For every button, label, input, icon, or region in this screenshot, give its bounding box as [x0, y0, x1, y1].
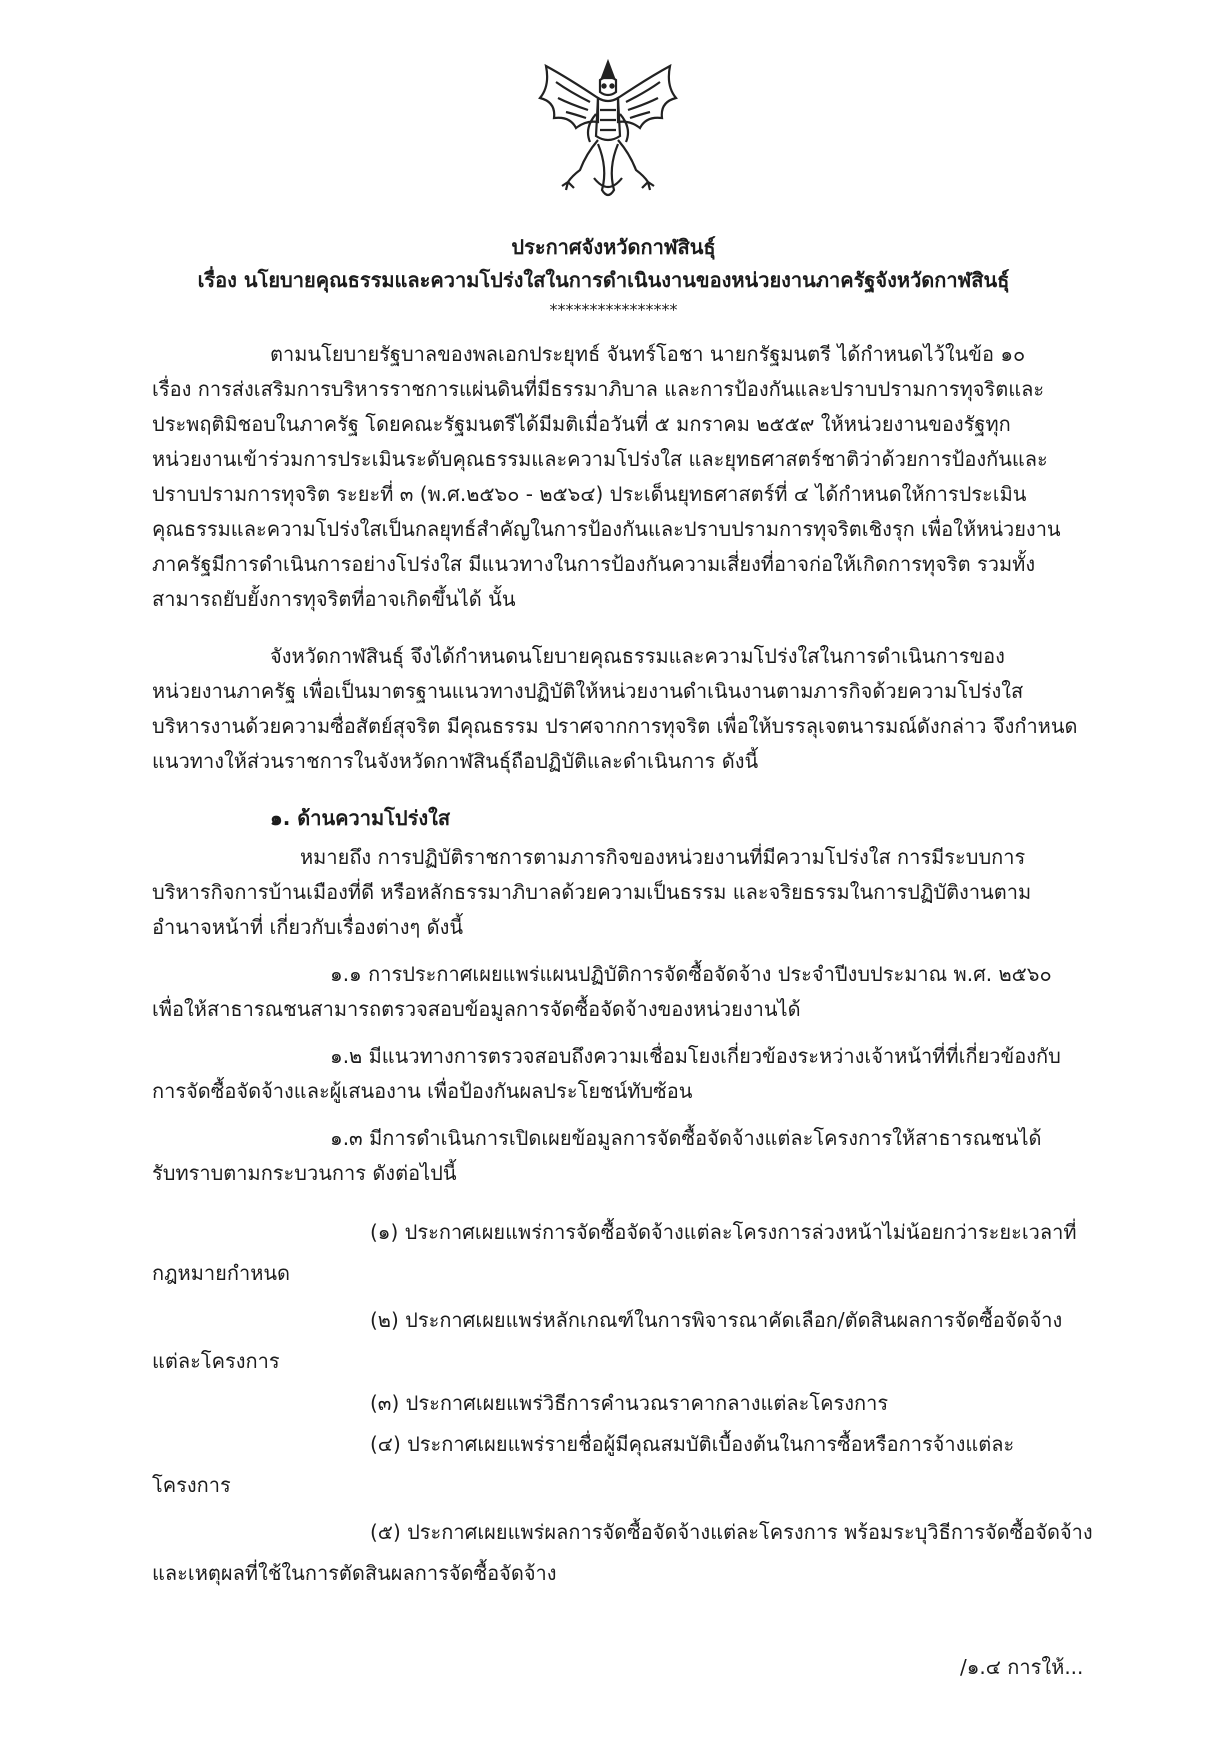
intro-line: หน่วยงานเข้าร่วมการประเมินระดับคุณธรรมและความโปร่งใส และยุทธศาสตร์ชาติว่าด้วยการป้องกันและ [152, 447, 1048, 471]
title-separator: **************** [549, 300, 678, 319]
sub-item-4-line: โครงการ [152, 1473, 231, 1497]
sub-item-5-line: และเหตุผลที่ใช้ในการตัดสินผลการจัดซื้อจัดจ้าง [152, 1561, 557, 1585]
item-1-3-line: ๑.๓ มีการดำเนินการเปิดเผยข้อมูลการจัดซื้อจัดจ้างแต่ละโครงการให้สาธารณชนได้ [330, 1126, 1042, 1150]
policy-line: จังหวัดกาฬสินธุ์ จึงได้กำหนดนโยบายคุณธรรมและความโปร่งใสในการดำเนินการของ [270, 644, 1005, 668]
intro-line: ภาครัฐมีการดำเนินการอย่างโปร่งใส มีแนวทางในการป้องกันความเสี่ยงที่อาจก่อให้เกิดการทุจริต รวมทั้ง [152, 552, 1036, 576]
item-1-2-line: ๑.๒ มีแนวทางการตรวจสอบถึงความเชื่อมโยงเกี่ยวข้องระหว่างเจ้าหน้าที่ที่เกี่ยวข้องกับ [330, 1044, 1061, 1068]
sub-item-5-line: (๕) ประกาศเผยแพร่ผลการจัดซื้อจัดจ้างแต่ละโครงการ พร้อมระบุวิธีการจัดซื้อจัดจ้าง [370, 1520, 1093, 1544]
policy-line: แนวทางให้ส่วนราชการในจังหวัดกาฬสินธุ์ถือปฏิบัติและดำเนินการ ดังนี้ [152, 749, 759, 773]
sub-item-4-line: (๔) ประกาศเผยแพร่รายชื่อผู้มีคุณสมบัติเบื้องต้นในการซื้อหรือการจ้างแต่ละ [370, 1432, 1015, 1456]
page-continuation: /๑.๔ การให้... [960, 1655, 1084, 1679]
definition-line: อำนาจหน้าที่ เกี่ยวกับเรื่องต่างๆ ดังนี้ [152, 915, 464, 939]
garuda-emblem-icon [528, 58, 688, 208]
sub-item-2-line: แต่ละโครงการ [152, 1349, 280, 1373]
item-1-3-line: รับทราบตามกระบวนการ ดังต่อไปนี้ [152, 1161, 457, 1185]
sub-item-3-line: (๓) ประกาศเผยแพร่วิธีการคำนวณราคากลางแต่ละโครงการ [370, 1391, 889, 1415]
item-1-1-line: เพื่อให้สาธารณชนสามารถตรวจสอบข้อมูลการจัดซื้อจัดจ้างของหน่วยงานได้ [152, 997, 801, 1021]
policy-line: บริหารงานด้วยความซื่อสัตย์สุจริต มีคุณธรรม ปราศจากการทุจริต เพื่อให้บรรลุเจตนารมณ์ดังกล่าว จึงกำหนด [152, 714, 1078, 738]
page-title: ประกาศจังหวัดกาฬสินธุ์ [511, 235, 716, 259]
intro-line: ประพฤติมิชอบในภาครัฐ โดยคณะรัฐมนตรีได้มีมติเมื่อวันที่ ๕ มกราคม ๒๕๕๙ ให้หน่วยงานของรัฐทุก [152, 412, 1011, 436]
definition-line: บริหารกิจการบ้านเมืองที่ดี หรือหลักธรรมาภิบาลด้วยความเป็นธรรม และจริยธรรมในการปฏิบัติงานตาม [152, 880, 1032, 904]
item-1-1-line: ๑.๑ การประกาศเผยแพร่แผนปฏิบัติการจัดซื้อจัดจ้าง ประจำปีงบประมาณ พ.ศ. ๒๕๖๐ [330, 962, 1052, 986]
sub-item-2-line: (๒) ประกาศเผยแพร่หลักเกณฑ์ในการพิจารณาคัดเลือก/ตัดสินผลการจัดซื้อจัดจ้าง [370, 1308, 1063, 1332]
document-subject: เรื่อง นโยบายคุณธรรมและความโปร่งใสในการดำเนินงานของหน่วยงานภาครัฐจังหวัดกาฬสินธุ์ [197, 268, 1010, 292]
sub-item-1-line: กฎหมายกำหนด [152, 1261, 291, 1285]
intro-line: สามารถยับยั้งการทุจริตที่อาจเกิดขึ้นได้ นั้น [152, 587, 516, 611]
definition-line: หมายถึง การปฏิบัติราชการตามภารกิจของหน่วยงานที่มีความโปร่งใส การมีระบบการ [300, 845, 1026, 869]
section-heading: ๑. ด้านความโปร่งใส [270, 806, 451, 830]
policy-line: หน่วยงานภาครัฐ เพื่อเป็นมาตรฐานแนวทางปฏิบัติให้หน่วยงานดำเนินงานตามภารกิจด้วยความโปร่งใส [152, 679, 1024, 703]
intro-line: ตามนโยบายรัฐบาลของพลเอกประยุทธ์ จันทร์โอชา นายกรัฐมนตรี ได้กำหนดไว้ในข้อ ๑๐ [270, 342, 1026, 366]
intro-line: คุณธรรมและความโปร่งใสเป็นกลยุทธ์สำคัญในการป้องกันและปราบปรามการทุจริตเชิงรุก เพื่อให้หน่วยงาน [152, 517, 1061, 541]
item-1-2-line: การจัดซื้อจัดจ้างและผู้เสนองาน เพื่อป้องกันผลประโยชน์ทับซ้อน [152, 1079, 693, 1103]
sub-item-1-line: (๑) ประกาศเผยแพร่การจัดซื้อจัดจ้างแต่ละโครงการล่วงหน้าไม่น้อยกว่าระยะเวลาที่ [370, 1220, 1077, 1244]
intro-line: ปราบปรามการทุจริต ระยะที่ ๓ (พ.ศ.๒๕๖๐ - ๒๕๖๔) ประเด็นยุทธศาสตร์ที่ ๔ ได้กำหนดให้การประเมิน [152, 482, 1027, 506]
intro-line: เรื่อง การส่งเสริมการบริหารราชการแผ่นดินที่มีธรรมาภิบาล และการป้องกันและปราบปรามการทุจริตและ [152, 377, 1045, 401]
